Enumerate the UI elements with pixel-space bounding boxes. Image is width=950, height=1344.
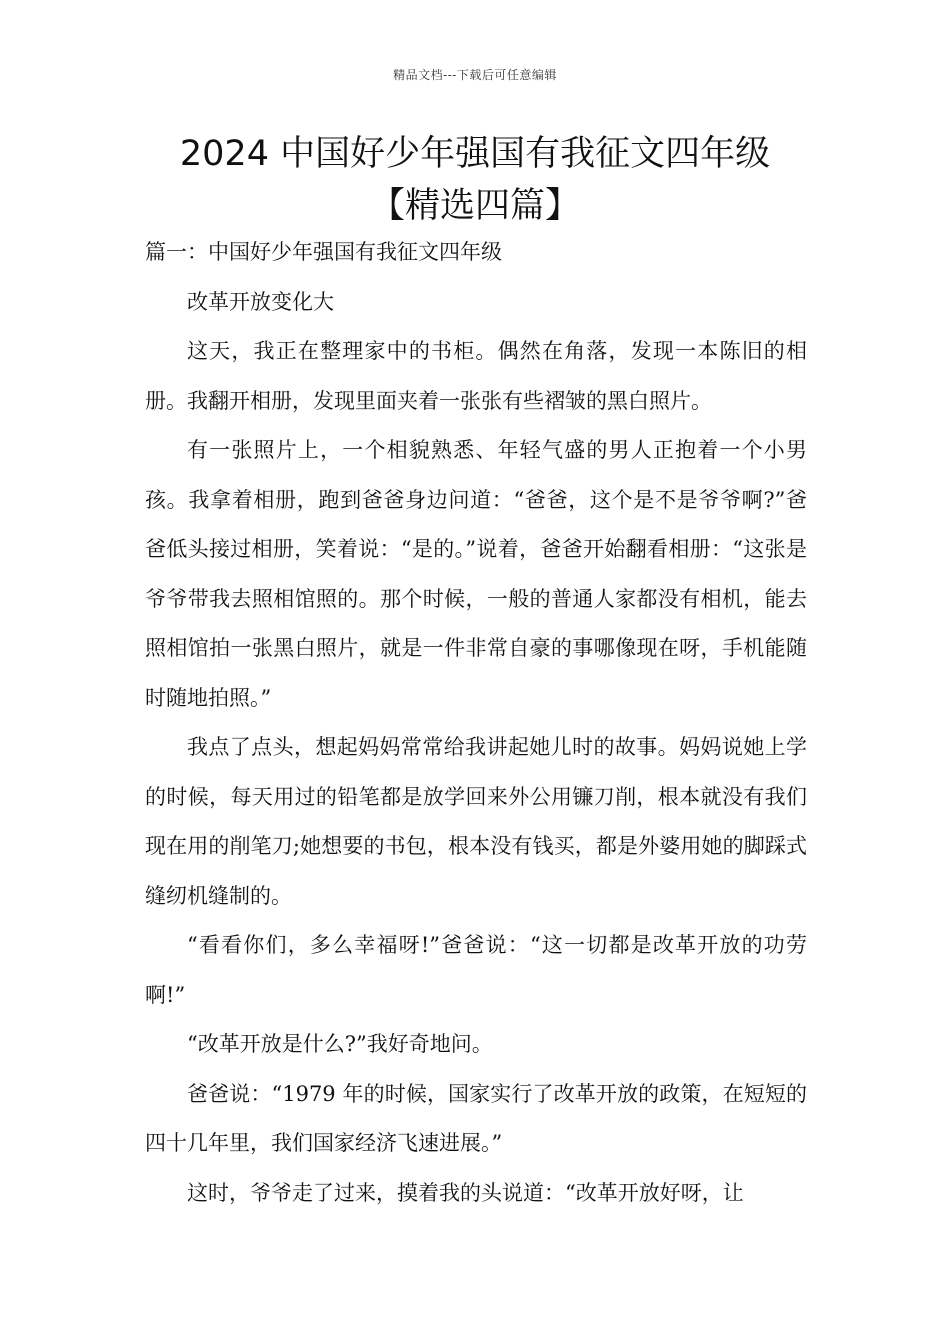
paragraph: “看看你们，多么幸福呀!”爸爸说：“这一切都是改革开放的功劳啊!” bbox=[145, 933, 807, 1007]
document-title bbox=[120, 128, 830, 232]
header-note: 精品文档---下载后可任意编辑 bbox=[393, 68, 557, 82]
paragraph: 我点了点头，想起妈妈常常给我讲起她儿时的故事。妈妈说她上学的时候，每天用过的铅笔都是放学回来外公用镰刀削，根本就没有我们现在用的削笔刀;她想要的书包，根本没有钱买，都是外婆用她的脚踩式缝纫机缝制的。 bbox=[145, 735, 807, 908]
paragraph: 爸爸说：“1979 年的时候，国家实行了改革开放的政策，在短短的四十几年里，我们国家经济飞速进展。” bbox=[145, 1081, 807, 1155]
paragraph: 这天，我正在整理家中的书柜。偶然在角落，发现一本陈旧的相册。我翻开相册，发现里面夹着一张张有些褶皱的黑白照片。 bbox=[145, 339, 807, 413]
title-line-2: 【精选四篇】 bbox=[369, 186, 580, 226]
paragraph: “改革开放是什么?”我好奇地问。 bbox=[187, 1032, 493, 1056]
document-body bbox=[145, 228, 807, 1218]
paragraph: 有一张照片上，一个相貌熟悉、年轻气盛的男人正抱着一个小男孩。我拿着相册，跑到爸爸身边问道：“爸爸，这个是不是爷爷啊?”爸爸低头接过相册，笑着说：“是的。”说着，爸爸开始翻看相册：“这张是爷爷带我去照相馆照的。那个时候，一般的普通人家都没有相机，能去照相馆拍一张黑白照片，就是一件非常自豪的事哪像现在呀，手机能随时随地拍照。” bbox=[145, 438, 807, 710]
paragraph: 这时，爷爷走了过来，摸着我的头说道：“改革开放好呀，让 bbox=[187, 1180, 744, 1205]
section-heading: 篇一：中国好少年强国有我征文四年级 bbox=[145, 240, 502, 264]
title-line-1: 2024 中国好少年强国有我征文四年级 bbox=[179, 134, 771, 174]
essay-title: 改革开放变化大 bbox=[187, 289, 334, 314]
